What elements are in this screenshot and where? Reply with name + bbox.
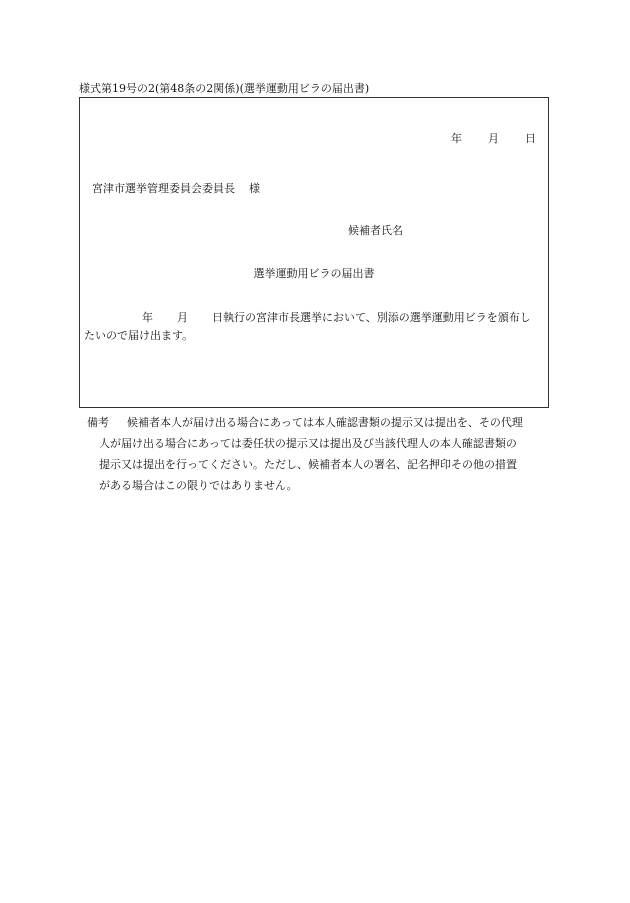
candidate-name-label: 候補者氏名 (348, 224, 403, 237)
note-line-2: 人が届け出る場合にあっては委任状の提示又は提出及び当該代理人の本人確認書類の (99, 437, 517, 450)
body-line-2: たいので届け出ます。 (84, 329, 194, 342)
document-title: 選挙運動用ビラの届出書 (253, 267, 375, 280)
form-header: 様式第19号の2(第48条の2関係)(選挙運動用ビラの届出書) (79, 82, 370, 95)
body-line-1 (84, 309, 540, 327)
body-year-label: 年 (142, 311, 153, 324)
addressee-name: 宮津市選挙管理委員会委員長 (92, 182, 235, 195)
note-row-1 (87, 412, 555, 433)
note-line-4: がある場合はこの限りではありません。 (99, 479, 298, 492)
note-line-3: 提示又は提出を行ってください。ただし、候補者本人の署名、記名押印その他の措置 (99, 458, 517, 471)
month-label: 月 (488, 132, 499, 145)
year-label: 年 (451, 132, 462, 145)
addressee-honorific: 様 (249, 182, 260, 195)
body-text (84, 309, 540, 345)
addressee (92, 180, 260, 196)
body-text-line1: 日執行の宮津市長選挙において、別添の選挙運動用ビラを頒布し (212, 311, 531, 324)
day-label: 日 (525, 132, 536, 145)
note-section (87, 412, 555, 496)
body-month-label: 月 (177, 311, 188, 324)
note-label: 備考 (87, 416, 109, 429)
form-box (79, 97, 549, 408)
date-line (451, 130, 536, 146)
note-line-1: 候補者本人が届け出る場合にあっては本人確認書類の提示又は提出を、その代理 (127, 416, 523, 429)
